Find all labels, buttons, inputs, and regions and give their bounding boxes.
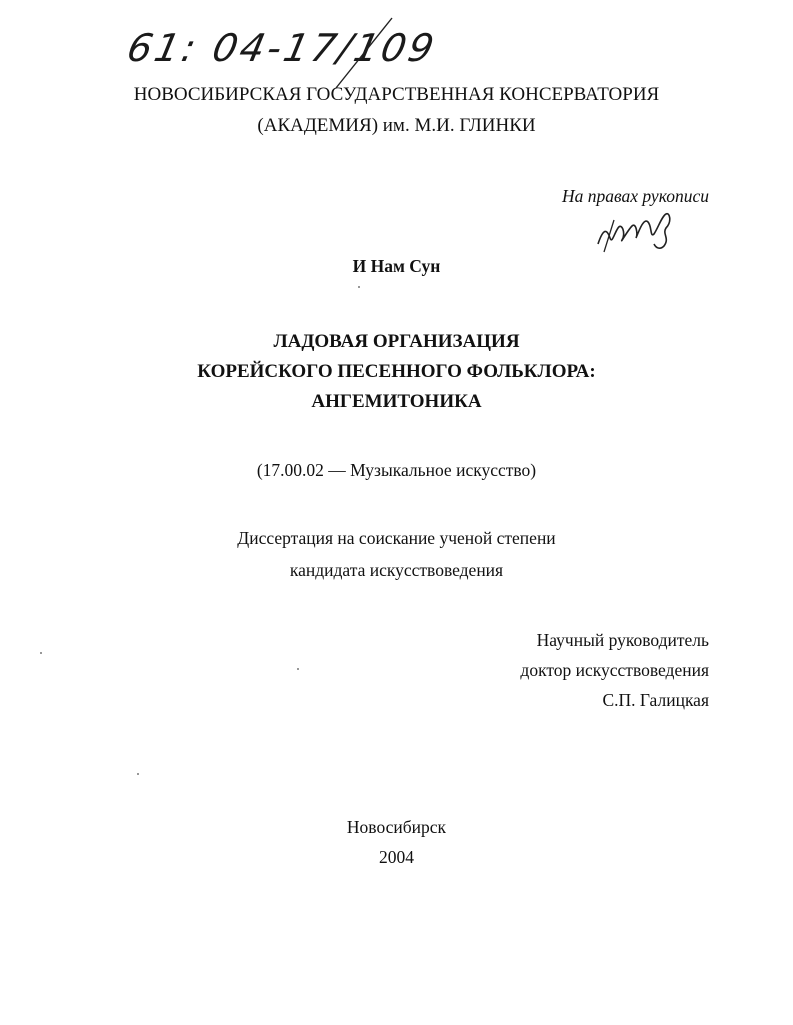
- specialty-code: (17.00.02 — Музыкальное искусство): [256, 460, 537, 480]
- author-name: И Нам Сун: [352, 256, 441, 276]
- scan-speck: [137, 773, 139, 775]
- degree-line-2: кандидата искусствоведения: [289, 560, 504, 580]
- slash-mark: [320, 14, 400, 94]
- year: 2004: [379, 847, 414, 867]
- scan-speck: [40, 652, 42, 654]
- city: Новосибирск: [346, 817, 447, 837]
- dissertation-title-line-2: КОРЕЙСКОГО ПЕСЕННОГО ФОЛЬКЛОРА:: [197, 361, 596, 382]
- scan-speck: [297, 668, 299, 670]
- dissertation-title-line-3: АНГЕМИТОНИКА: [311, 391, 482, 412]
- dissertation-title-line-1: ЛАДОВАЯ ОРГАНИЗАЦИЯ: [273, 331, 520, 352]
- archive-code: 61: 04-17/109: [123, 26, 441, 70]
- supervisor-role: Научный руководитель: [536, 630, 709, 650]
- scan-speck: [358, 286, 360, 288]
- supervisor-name: С.П. Галицкая: [602, 690, 709, 710]
- degree-line-1: Диссертация на соискание ученой степени: [237, 528, 556, 548]
- supervisor-degree: доктор искусствоведения: [520, 660, 709, 680]
- institution-line-1: НОВОСИБИРСКАЯ ГОСУДАРСТВЕННАЯ КОНСЕРВАТОРИЯ: [133, 84, 660, 105]
- supervisor-block: [520, 625, 709, 715]
- signature-image: [592, 204, 682, 256]
- institution-line-2: (АКАДЕМИЯ) им. М.И. ГЛИНКИ: [257, 115, 536, 136]
- manuscript-rights: На правах рукописи: [562, 186, 709, 206]
